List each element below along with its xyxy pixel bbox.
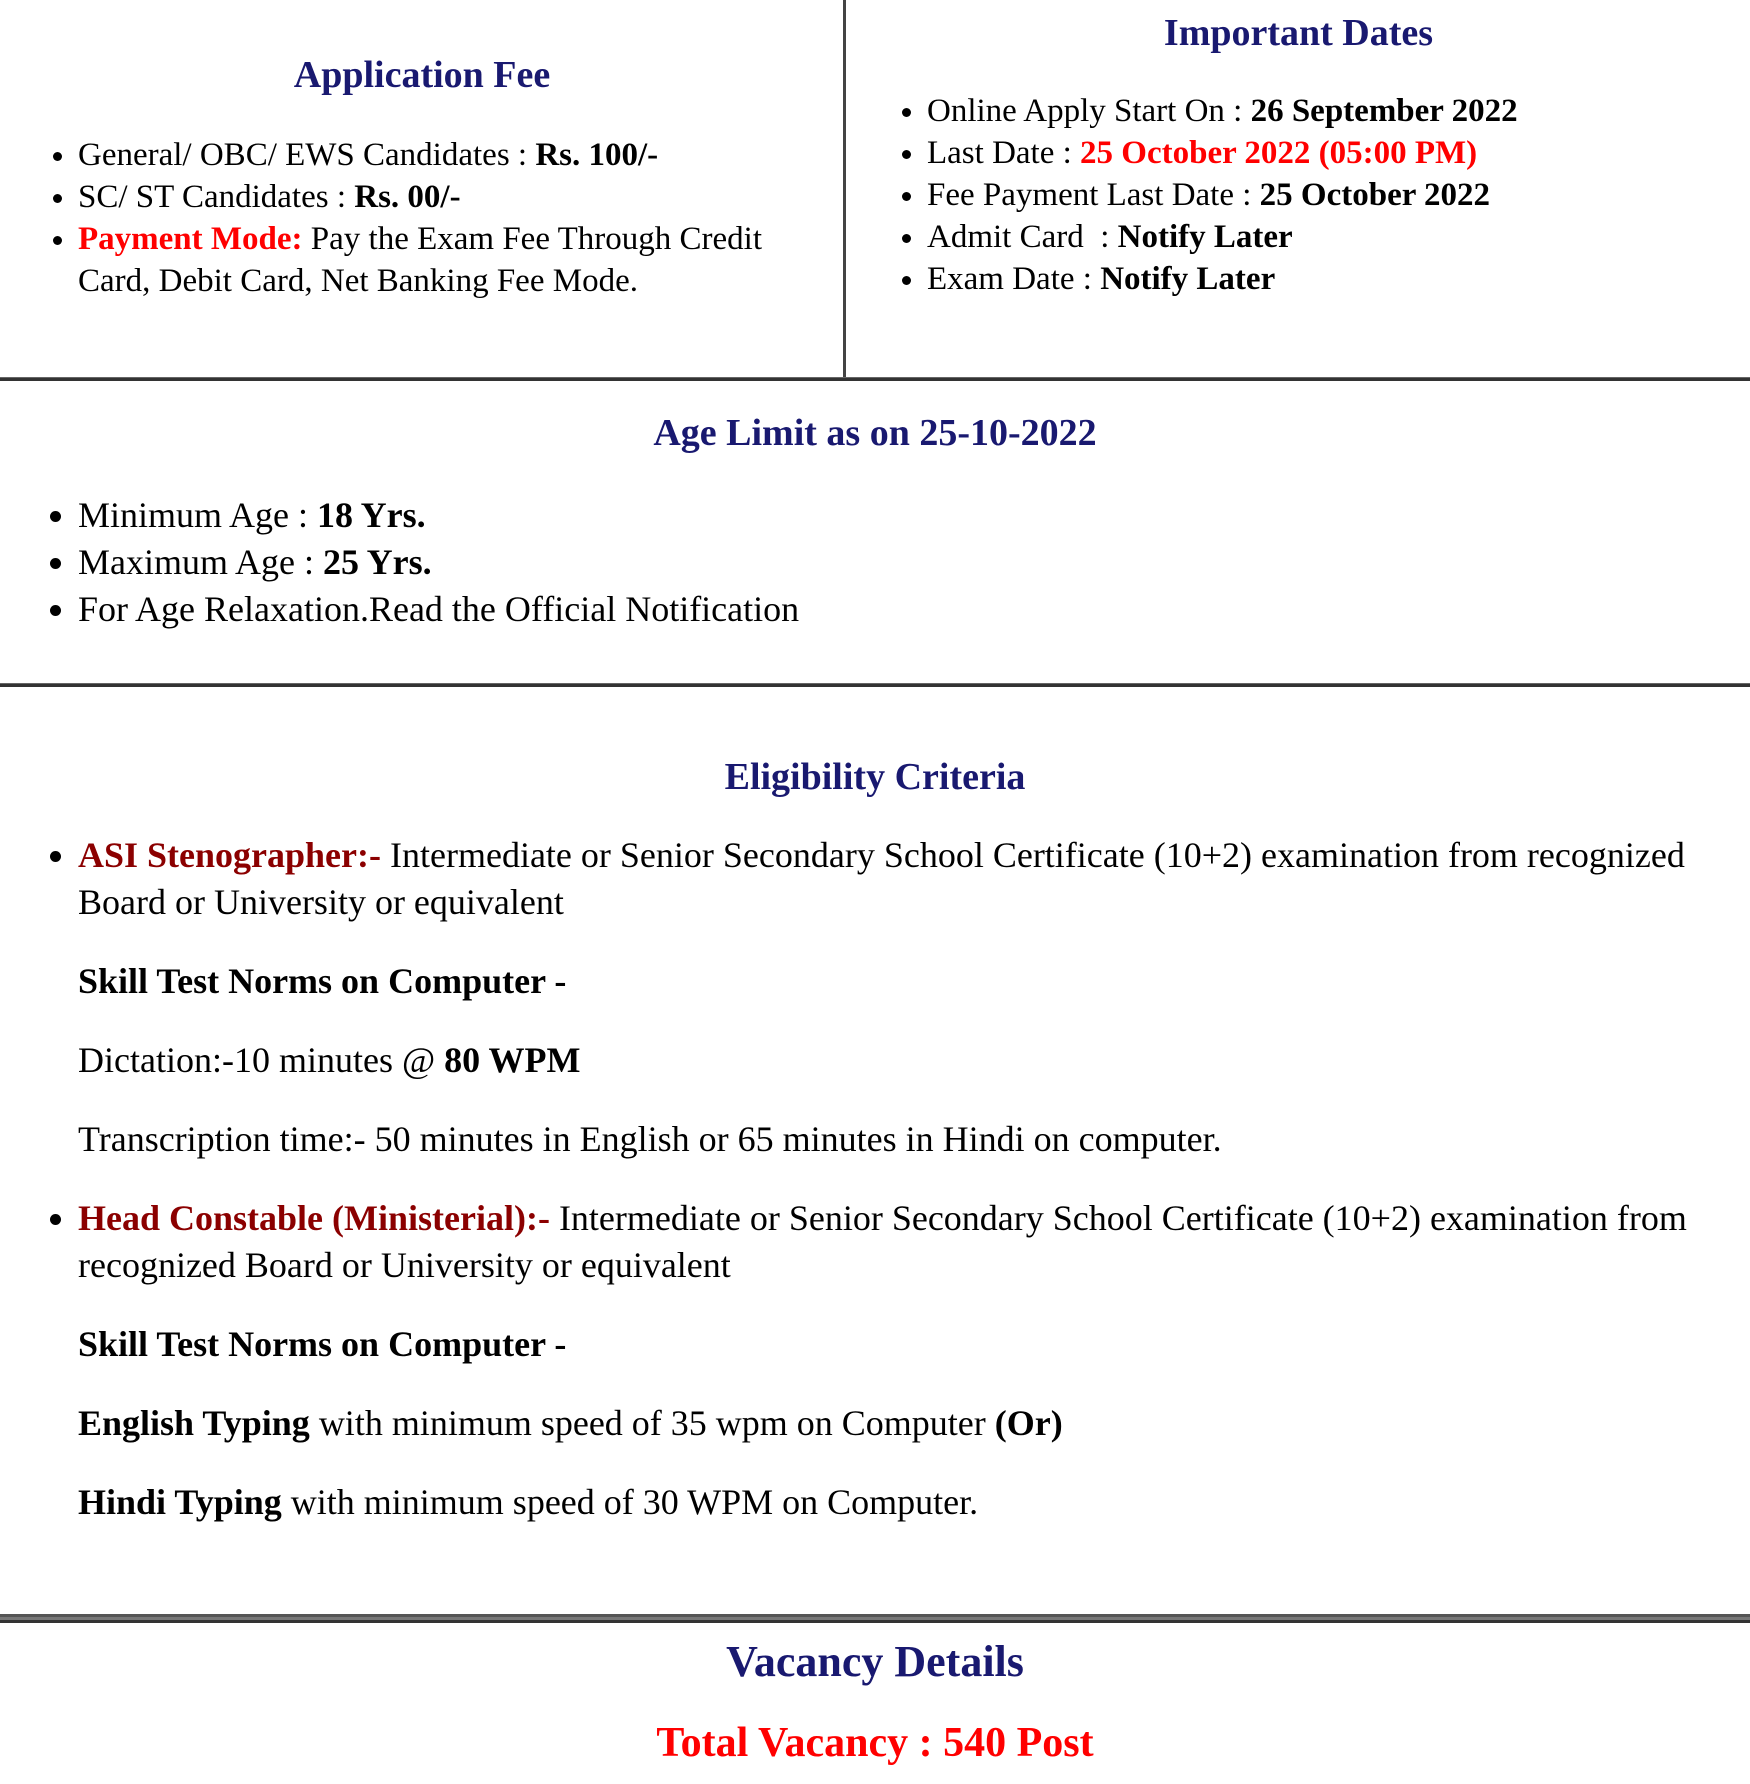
- eligibility-post: [78, 1195, 1700, 1289]
- last-date-value: 25 October 2022 (05:00 PM): [1080, 135, 1478, 171]
- age-label: Minimum Age :: [78, 495, 318, 535]
- hindi-typing-line: [0, 1479, 1700, 1526]
- dictation-prefix: Dictation:-10 minutes @: [78, 1040, 445, 1080]
- date-value: Notify Later: [1100, 261, 1276, 297]
- english-or: (Or): [994, 1403, 1063, 1443]
- english-typing-line: [0, 1400, 1700, 1447]
- age-label: Maximum Age :: [78, 542, 323, 582]
- age-item: [78, 539, 1750, 586]
- important-dates-list: [847, 90, 1747, 300]
- column-divider: [843, 0, 846, 378]
- vacancy-title: Vacancy Details: [726, 1637, 1024, 1686]
- total-vacancy: Total Vacancy : 540 Post: [656, 1720, 1094, 1766]
- fee-label: General/ OBC/ EWS Candidates :: [78, 137, 536, 173]
- transcription-line: Transcription time:- 50 minutes in English or 65 minutes in Hindi on computer.: [78, 1119, 1222, 1159]
- important-dates-section: [847, 0, 1750, 377]
- date-item: [927, 90, 1747, 132]
- age-label: For Age Relaxation.Read the Official Notification: [78, 589, 800, 629]
- date-value: 26 September 2022: [1250, 93, 1518, 129]
- eligibility-title: Eligibility Criteria: [724, 756, 1026, 798]
- date-label: Online Apply Start On :: [927, 93, 1251, 129]
- skill-heading: [0, 1321, 1700, 1368]
- skill-heading-text: Skill Test Norms on Computer -: [78, 1324, 567, 1364]
- eligibility-post: [78, 832, 1700, 926]
- date-label: Admit Card :: [927, 219, 1118, 255]
- application-fee-list: [0, 134, 840, 302]
- age-value: 18 Yrs.: [317, 495, 426, 535]
- fee-item: [78, 134, 840, 176]
- application-fee-title: Application Fee: [293, 54, 551, 96]
- fee-item: [78, 176, 840, 218]
- age-value: 25 Yrs.: [323, 542, 432, 582]
- age-limit-list: [0, 492, 1750, 633]
- application-fee-section: [0, 0, 844, 377]
- date-item: [927, 258, 1747, 300]
- dictation-line: [0, 1037, 1700, 1084]
- age-limit-title: Age Limit as on 25-10-2022: [653, 412, 1097, 454]
- date-label: Last Date :: [927, 135, 1081, 171]
- date-value: 25 October 2022: [1259, 177, 1491, 213]
- payment-mode-label: Payment Mode:: [78, 221, 303, 257]
- fee-label: SC/ ST Candidates :: [78, 179, 355, 215]
- date-label: Exam Date :: [927, 261, 1101, 297]
- dictation-value: 80 WPM: [444, 1040, 581, 1080]
- section-divider: [0, 377, 1750, 381]
- important-dates-title: Important Dates: [1163, 12, 1434, 54]
- fee-value: Rs. 100/-: [535, 137, 659, 173]
- skill-heading: [0, 958, 1700, 1005]
- age-item: [78, 492, 1750, 539]
- date-label: Fee Payment Last Date :: [927, 177, 1260, 213]
- section-divider: [0, 683, 1750, 687]
- age-item: [78, 586, 1750, 633]
- skill-heading-text: Skill Test Norms on Computer -: [78, 961, 567, 1001]
- fee-dates-row: [0, 0, 1750, 377]
- date-item: [927, 174, 1747, 216]
- post-name: ASI Stenographer:-: [78, 835, 381, 875]
- date-item: [927, 216, 1747, 258]
- post-name: Head Constable (Ministerial):-: [78, 1198, 550, 1238]
- eligibility-content: [0, 832, 1700, 1526]
- post-qualification: Intermediate or Senior Secondary School Certificate (10+2) examination from recognized Board or University or equivalent: [78, 835, 1685, 922]
- post-qualification: Intermediate or Senior Secondary School Certificate (10+2) examination from recognized Board or University or equivalent: [78, 1198, 1687, 1285]
- payment-mode-text: Pay the Exam Fee Through Credit Card, Debit Card, Net Banking Fee Mode.: [78, 221, 763, 299]
- double-divider: [0, 1614, 1750, 1623]
- date-value: Notify Later: [1117, 219, 1293, 255]
- date-item: [927, 132, 1747, 174]
- fee-value: Rs. 00/-: [354, 179, 461, 215]
- english-typing-text: with minimum speed of 35 wpm on Computer: [309, 1403, 995, 1443]
- hindi-typing-text: with minimum speed of 30 WPM on Computer.: [281, 1482, 979, 1522]
- hindi-typing-label: Hindi Typing: [78, 1482, 282, 1522]
- english-typing-label: English Typing: [78, 1403, 310, 1443]
- payment-mode-item: [78, 218, 840, 302]
